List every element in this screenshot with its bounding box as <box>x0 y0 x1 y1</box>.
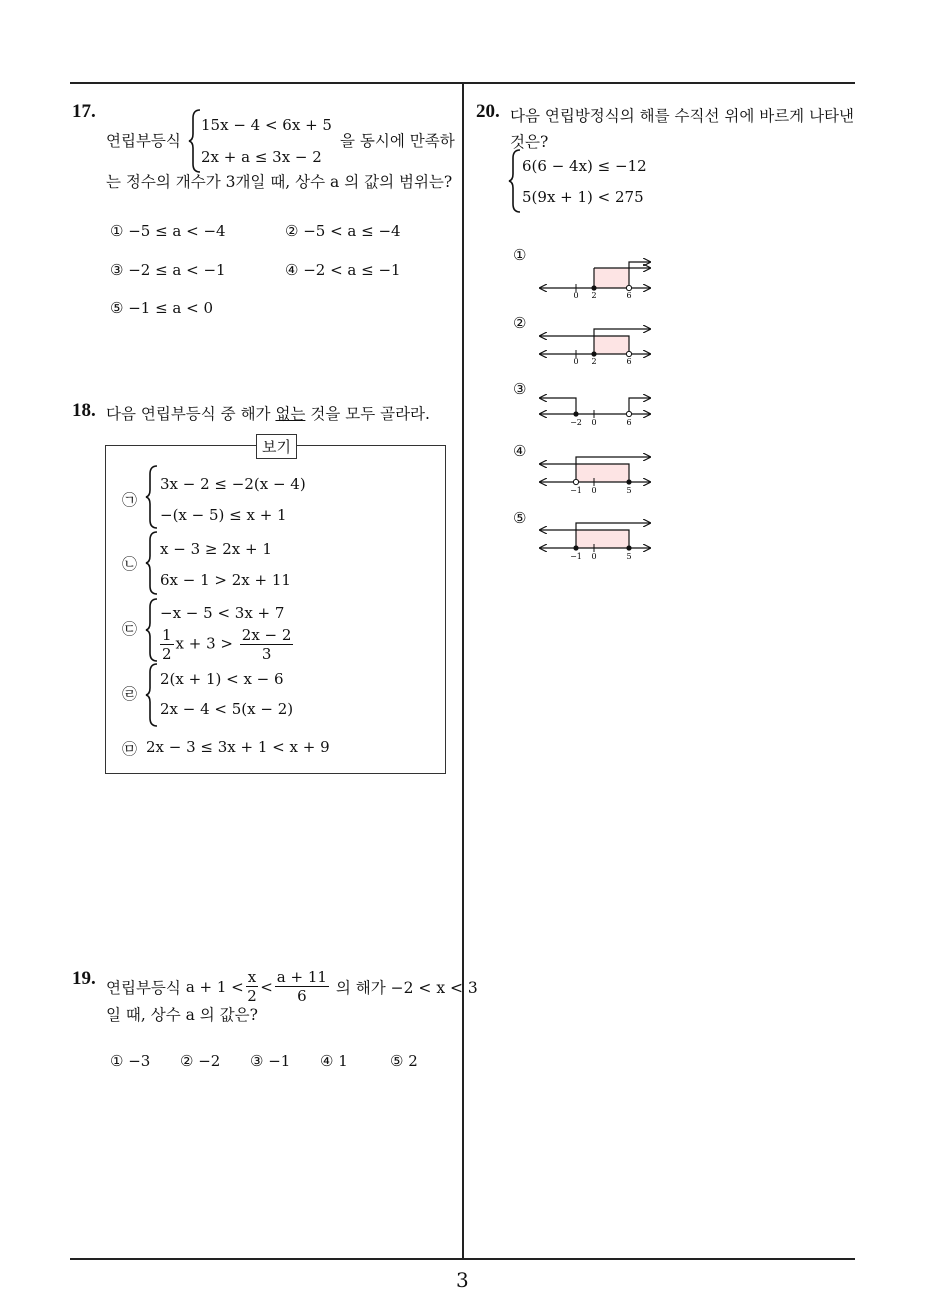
q18-item4-line1: 2(x + 1) < x − 6 <box>160 670 284 688</box>
q18-brace-1 <box>145 464 159 530</box>
svg-text:−2: −2 <box>570 418 582 427</box>
q18-item3-line1: −x − 5 < 3x + 7 <box>160 604 285 622</box>
q19-line1: 연립부등식 a + 1 < $\frac{x}{2}$ < $\frac{a + 11}{6}$ 의 해가 −2 < x < 3 <box>106 968 478 1005</box>
q20-ineq2: 5(9x + 1) < 275 <box>522 188 644 206</box>
q20-brace <box>508 148 522 214</box>
q18-item2-line1: x − 3 ≥ 2x + 1 <box>160 540 272 558</box>
numberline-4 <box>540 457 650 495</box>
q19-choice-3[interactable]: ③ −1 <box>250 1052 291 1070</box>
q18-item3-frac1: $\frac{1}{2}$ <box>162 626 172 663</box>
q18-item-mark: ㉤ <box>122 740 138 758</box>
q19-choice-2[interactable]: ② −2 <box>180 1052 221 1070</box>
q18-brace-4 <box>145 662 159 728</box>
svg-text:−1: −1 <box>570 486 582 495</box>
svg-text:0: 0 <box>591 418 597 427</box>
svg-text:6: 6 <box>626 357 632 366</box>
q19-choice-1[interactable]: ① −3 <box>110 1052 151 1070</box>
svg-text:0: 0 <box>591 486 597 495</box>
svg-text:−1: −1 <box>570 552 582 561</box>
q17-choice-2[interactable]: ② −5 < a ≤ −4 <box>285 222 401 240</box>
q18-question <box>106 402 430 424</box>
svg-text:2: 2 <box>591 357 597 366</box>
q18-item-mark: ㉠ <box>122 491 138 509</box>
q19-choice-5[interactable]: ⑤ 2 <box>390 1052 418 1070</box>
q18-item-mark: ㉢ <box>122 620 138 638</box>
q19-number: 19. <box>72 968 96 989</box>
q18-item1-line1: 3x − 2 ≤ −2(x − 4) <box>160 475 306 493</box>
q20-ineq1: 6(6 − 4x) ≤ −12 <box>522 157 647 175</box>
q17-brace <box>188 108 202 174</box>
q20-number: 20. <box>476 101 500 122</box>
q18-number: 18. <box>72 400 96 421</box>
q18-brace-3 <box>145 597 159 663</box>
q17-intro: 연립부등식 <box>106 132 181 150</box>
q20-option-2[interactable]: ② <box>513 314 527 332</box>
q17-choice-5[interactable]: ⑤ −1 ≤ a < 0 <box>110 299 214 317</box>
q18-item5: 2x − 3 ≤ 3x + 1 < x + 9 <box>146 738 330 756</box>
q20-option-1[interactable]: ① <box>513 246 527 264</box>
q17-line2: 는 정수의 개수가 3개일 때, 상수 a 의 값의 범위는? <box>106 173 453 191</box>
q18-item-mark: ㉡ <box>122 555 138 573</box>
svg-text:6: 6 <box>626 291 632 300</box>
column-divider <box>462 83 464 1259</box>
q19-frac1: $\frac{x}{2}$ <box>247 968 257 1005</box>
q19-choice-4[interactable]: ④ 1 <box>320 1052 348 1070</box>
q17-choice-3[interactable]: ③ −2 ≤ a < −1 <box>110 261 226 279</box>
q18-item-mark: ㉣ <box>122 685 138 703</box>
q17-ineq2: 2x + a ≤ 3x − 2 <box>201 148 322 166</box>
q18-item2-line2: 6x − 1 > 2x + 11 <box>160 571 291 589</box>
q18-text-underlined: 없는 <box>275 405 306 423</box>
svg-text:0: 0 <box>573 291 579 300</box>
q18-item1-line2: −(x − 5) ≤ x + 1 <box>160 506 287 524</box>
q18-brace-2 <box>145 530 159 596</box>
svg-text:6: 6 <box>626 418 632 427</box>
numberline-1 <box>540 262 650 300</box>
svg-text:0: 0 <box>591 552 597 561</box>
q18-item3-frac2: $\frac{2x - 2}{3}$ <box>241 626 292 663</box>
numberline-2 <box>540 329 650 366</box>
q18-item4-line2: 2x − 4 < 5(x − 2) <box>160 700 294 718</box>
svg-text:5: 5 <box>626 486 632 495</box>
q18-item3-line2: $\frac{1}{2}$ x + 3 > $\frac{2x - 2}{3}$ <box>162 626 292 663</box>
q20-number-lines <box>530 250 660 570</box>
q19-frac2: $\frac{a + 11}{6}$ <box>276 968 327 1005</box>
q17-after: 을 동시에 만족하 <box>340 132 455 150</box>
q17-ineq1: 15x − 4 < 6x + 5 <box>201 116 332 134</box>
q20-option-4[interactable]: ④ <box>513 442 527 460</box>
q19-line2: 일 때, 상수 a 의 값은? <box>106 1006 258 1024</box>
numberline-3 <box>540 398 650 427</box>
bottom-rule <box>70 1258 855 1260</box>
svg-text:5: 5 <box>626 552 632 561</box>
q20-line2: 것은? <box>510 133 549 151</box>
svg-text:0: 0 <box>573 357 579 366</box>
page-number: 3 <box>456 1268 469 1292</box>
q20-line1: 다음 연립방정식의 해를 수직선 위에 바르게 나타낸 <box>510 107 854 125</box>
svg-text:2: 2 <box>591 291 597 300</box>
q18-text-after: 것을 모두 골라라. <box>310 405 430 423</box>
numberline-5 <box>540 523 650 561</box>
q20-option-5[interactable]: ⑤ <box>513 509 527 527</box>
bogi-label: 보기 <box>256 434 297 459</box>
q17-choice-1[interactable]: ① −5 ≤ a < −4 <box>110 222 226 240</box>
q18-text-before: 다음 연립부등식 중 해가 <box>106 405 271 423</box>
q17-number: 17. <box>72 101 96 122</box>
q20-option-3[interactable]: ③ <box>513 380 527 398</box>
q17-choice-4[interactable]: ④ −2 < a ≤ −1 <box>285 261 401 279</box>
